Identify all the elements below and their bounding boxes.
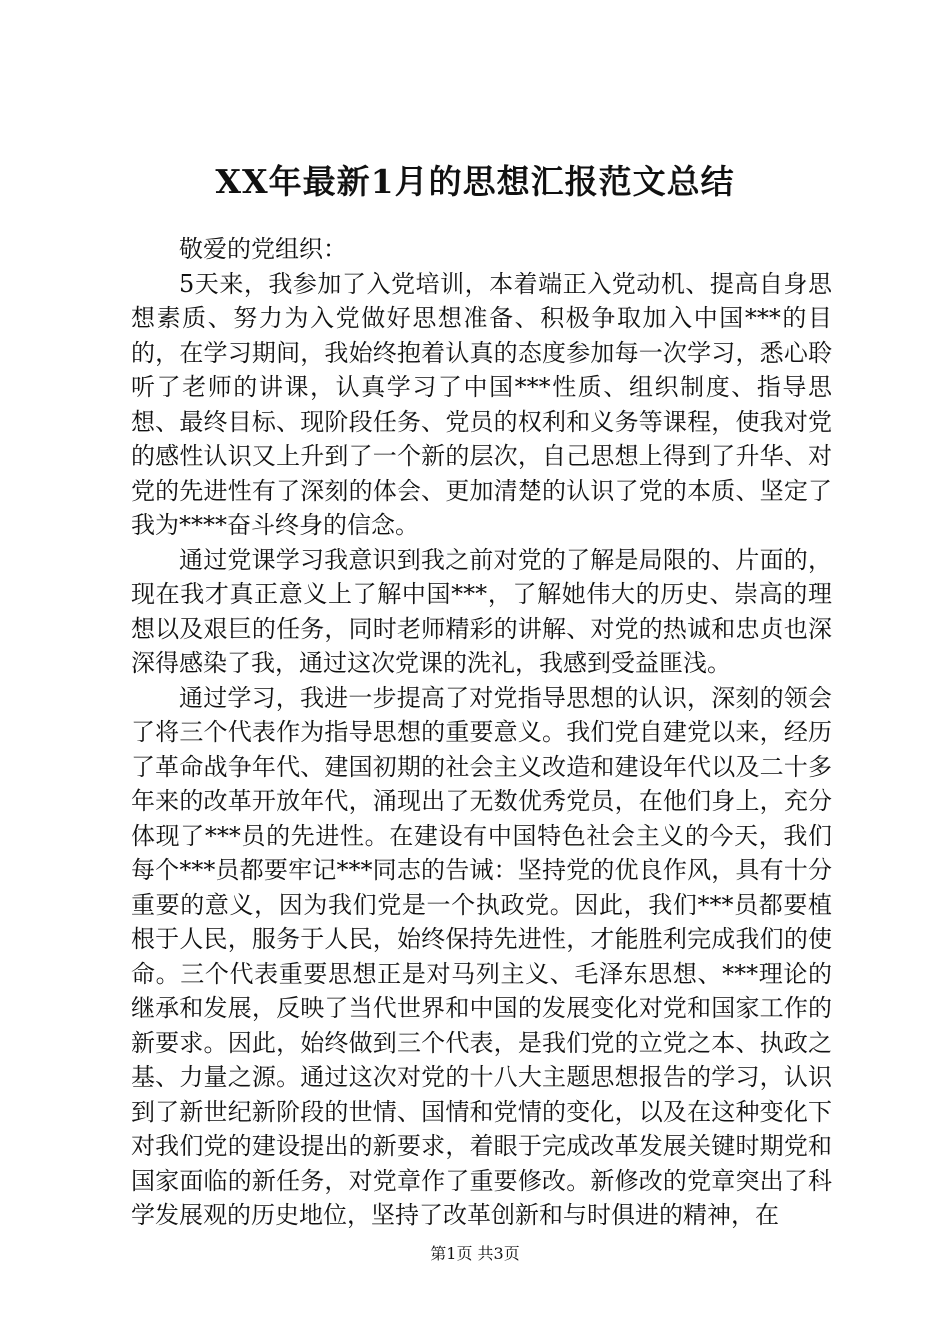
paragraph-2: 通过党课学习我意识到我之前对党的了解是局限的、片面的，现在我才真正意义上了解中国***，了解她伟大的历史、崇高的理想以及艰巨的任务，同时老师精彩的讲解、对党的热诚和忠贞也深深得感染了我，通过这次党课的洗礼，我感到受益匪浅。 — [131, 545, 832, 677]
page-footer: 第1页 共3页 — [430, 1244, 520, 1263]
salutation: 敬爱的党组织： — [179, 235, 347, 263]
paragraph-1: 5天来，我参加了入党培训，本着端正入党动机、提高自身思想素质、努力为入党做好思想准备、积极争取加入中国***的目的，在学习期间，我始终抱着认真的态度参加每一次学习，悉心聆听了老师的讲课，认真学习了中国***性质、组织制度、指导思想、最终目标、现阶段任务、党员的权利和义务等课程，使我对党的感性认识又上升到了一个新的层次，自己思想上得到了升华、对党的先进性有了深刻的体会、更加清楚的认识了党的本质、坚定了我为****奋斗终身的信念。 — [131, 269, 832, 539]
paragraph-3: 通过学习，我进一步提高了对党指导思想的认识，深刻的领会了将三个代表作为指导思想的重要意义。我们党自建党以来，经历了革命战争年代、建国初期的社会主义改造和建设年代以及二十多年来的改革开放年代，涌现出了无数优秀党员，在他们身上，充分体现了***员的先进性。在建设有中国特色社会主义的今天，我们每个***员都要牢记***同志的告诫：坚持党的优良作风，具有十分重要的意义，因为我们党是一个执政党。因此，我们***员都要植根于人民，服务于人民，始终保持先进性，才能胜利完成我们的使命。三个代表重要思想正是对马列主义、毛泽东思想、***理论的继承和发展，反映了当代世界和中国的发展变化对党和国家工作的新要求。因此，始终做到三个代表，是我们党的立党之本、执政之基、力量之源。通过这次对党的十八大主题思想报告的学习，认识到了新世纪新阶段的世情、国情和党情的变化，以及在这种变化下对我们党的建设提出的新要求，着眼于完成改革发展关键时期党和国家面临的新任务，对党章作了重要修改。新修改的党章突出了科学发展观的历史地位，坚持了改革创新和与时俱进的精神，在 — [131, 683, 832, 1229]
document-body — [131, 232, 832, 1233]
document-title: XX年最新1月的思想汇报范文总结 — [215, 162, 735, 201]
